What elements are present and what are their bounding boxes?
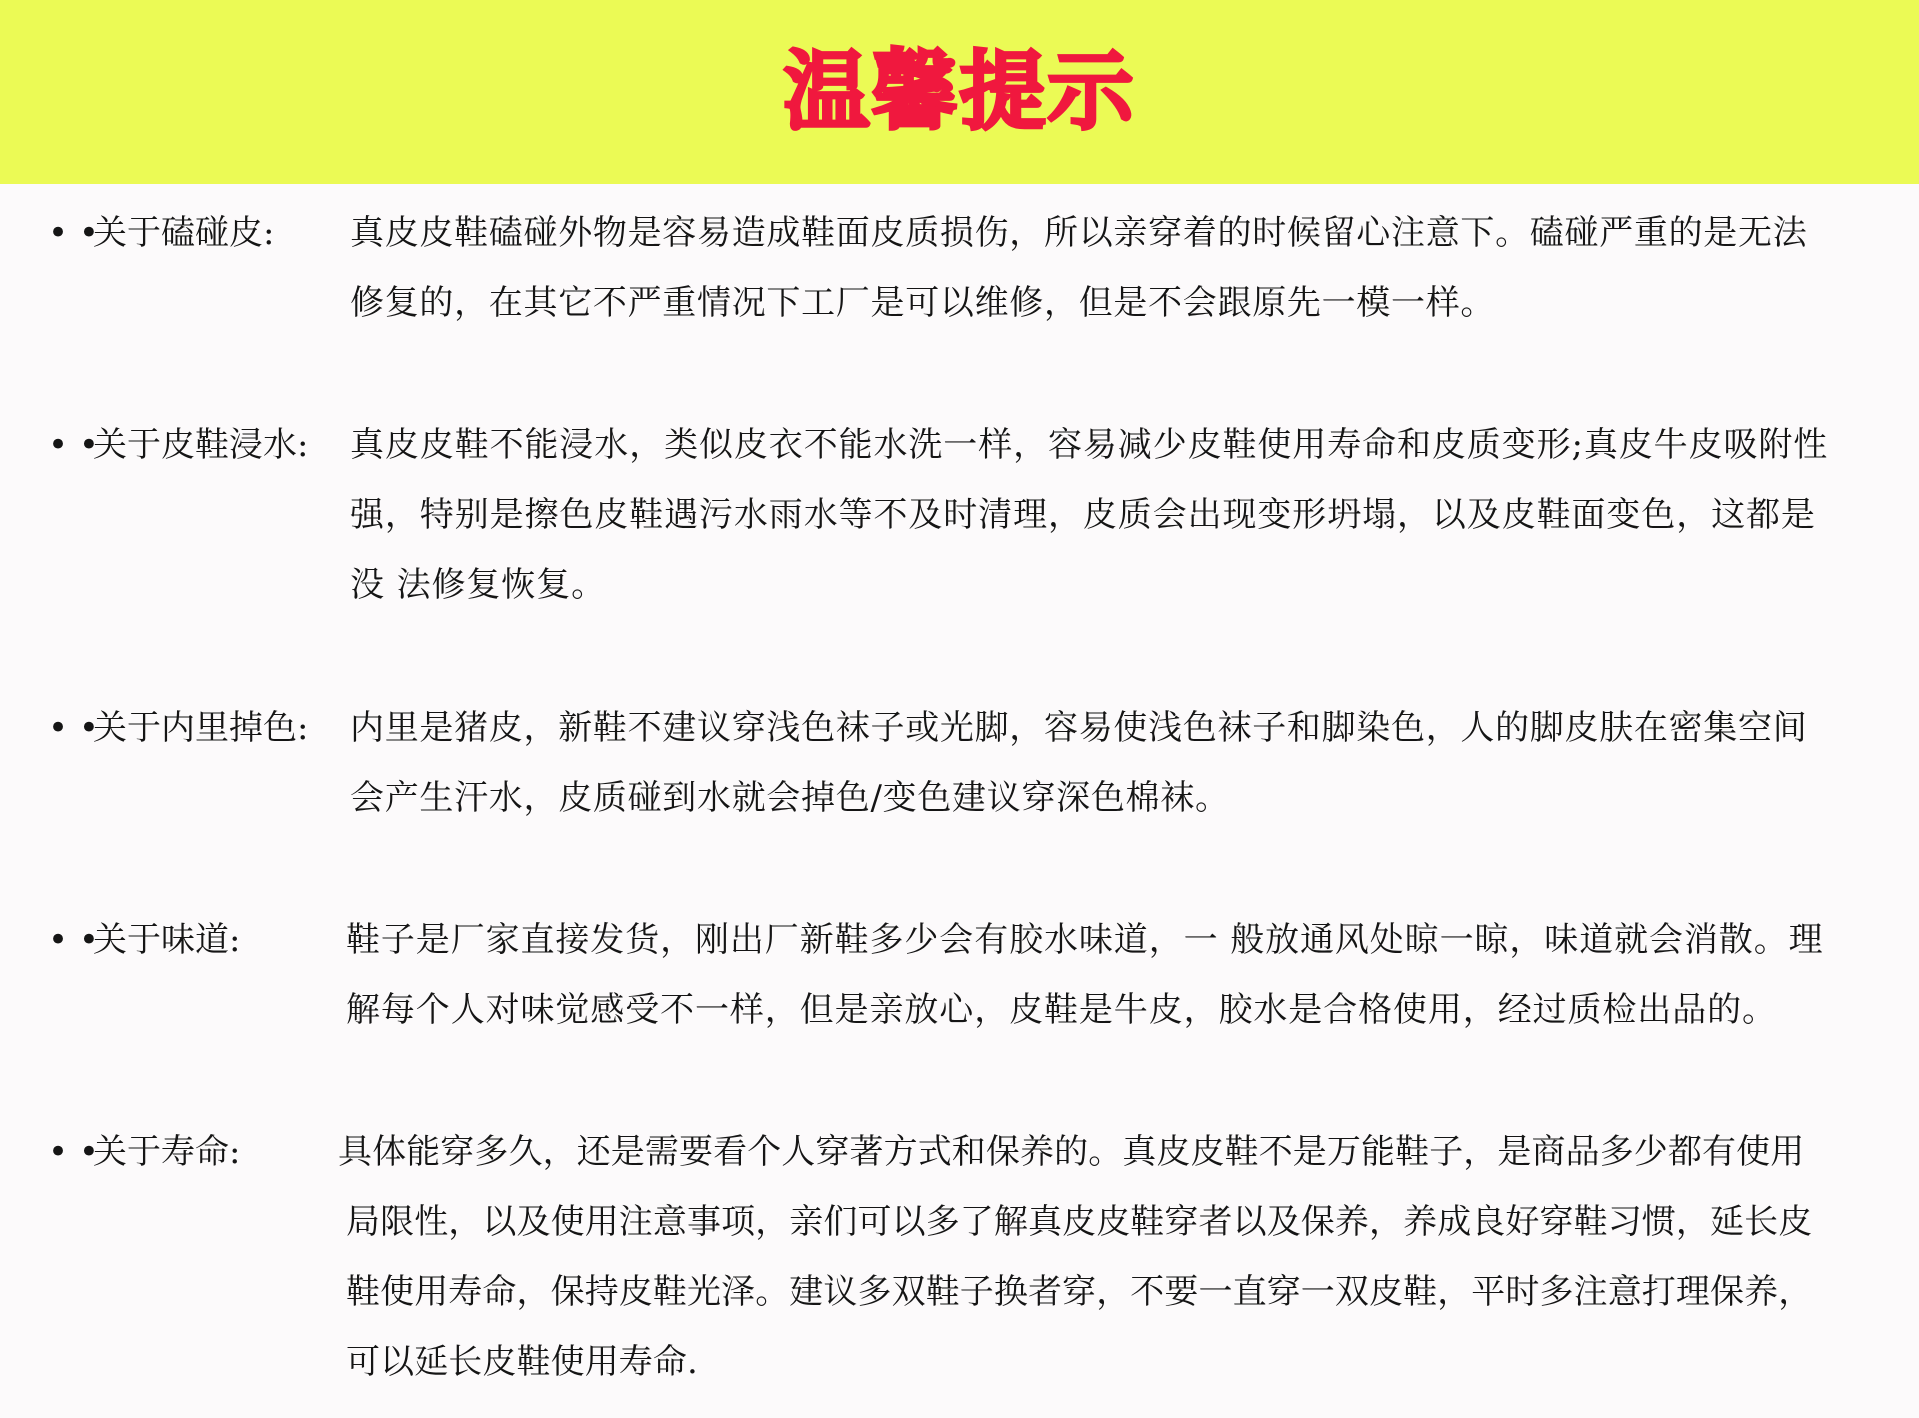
- bullet-icon: • •: [48, 920, 99, 960]
- bullet-icon: • •: [48, 1132, 99, 1172]
- notice-body: [350, 410, 1828, 620]
- notice-body: [338, 1117, 1812, 1397]
- bullet-icon: • •: [48, 708, 99, 748]
- notice-body: [350, 198, 1807, 338]
- notice-body-line: 没 法修复恢复。: [350, 565, 607, 605]
- notice-body-line: 会产生汗水，皮质碰到水就会掉色/变色建议穿深色棉袜。: [350, 778, 1230, 818]
- notice-label: 关于内里掉色:: [93, 708, 309, 748]
- notice-body-line: 修复的，在其它不严重情况下工厂是可以维修，但是不会跟原先一模一样。: [350, 283, 1496, 323]
- notice-label: 关于磕碰皮:: [93, 213, 275, 253]
- notice-body: [346, 905, 1824, 1045]
- notice-label: 关于寿命:: [93, 1132, 241, 1172]
- notice-body-line: 具体能穿多久，还是需要看个人穿著方式和保养的。真皮皮鞋不是万能鞋子，是商品多少都有使用: [338, 1132, 1805, 1172]
- notice-body-line: 解每个人对味觉感受不一样，但是亲放心，皮鞋是牛皮，胶水是合格使用，经过质检出品的。: [346, 990, 1777, 1030]
- page-title: 温馨提示: [783, 42, 1136, 142]
- notice-body-line: 真皮皮鞋磕碰外物是容易造成鞋面皮质损伤，所以亲穿着的时候留心注意下。磕碰严重的是无法: [350, 213, 1808, 253]
- notice-body-line: 局限性，以及使用注意事项，亲们可以多了解真皮皮鞋穿者以及保养，养成良好穿鞋习惯，延长皮: [346, 1202, 1813, 1242]
- notice-body-line: 强，特别是擦色皮鞋遇污水雨水等不及时清理，皮质会出现变形坍塌，以及皮鞋面变色，这都是: [350, 495, 1816, 535]
- notice-body-line: 可以延长皮鞋使用寿命.: [346, 1342, 698, 1382]
- bullet-icon: • •: [48, 425, 99, 465]
- notice-body-line: 鞋使用寿命，保持皮鞋光泽。建议多双鞋子换者穿，不要一直穿一双皮鞋，平时多注意打理保养，: [346, 1272, 1813, 1312]
- notice-body-line: 内里是猪皮，新鞋不建议穿浅色袜子或光脚，容易使浅色袜子和脚染色，人的脚皮肤在密集空间: [350, 708, 1808, 748]
- notice-body-line: 真皮皮鞋不能浸水，类似皮衣不能水洗一样，容易减少皮鞋使用寿命和皮质变形;真皮牛皮吸附性: [350, 425, 1829, 465]
- notice-label: 关于皮鞋浸水:: [93, 425, 309, 465]
- bullet-icon: • •: [48, 213, 99, 253]
- notice-body-line: 鞋子是厂家直接发货，刚出厂新鞋多少会有胶水味道，一 般放通风处晾一晾，味道就会消散。理: [346, 920, 1824, 960]
- notice-body: [350, 693, 1807, 833]
- notice-label: 关于味道:: [93, 920, 241, 960]
- header-banner: [0, 0, 1919, 184]
